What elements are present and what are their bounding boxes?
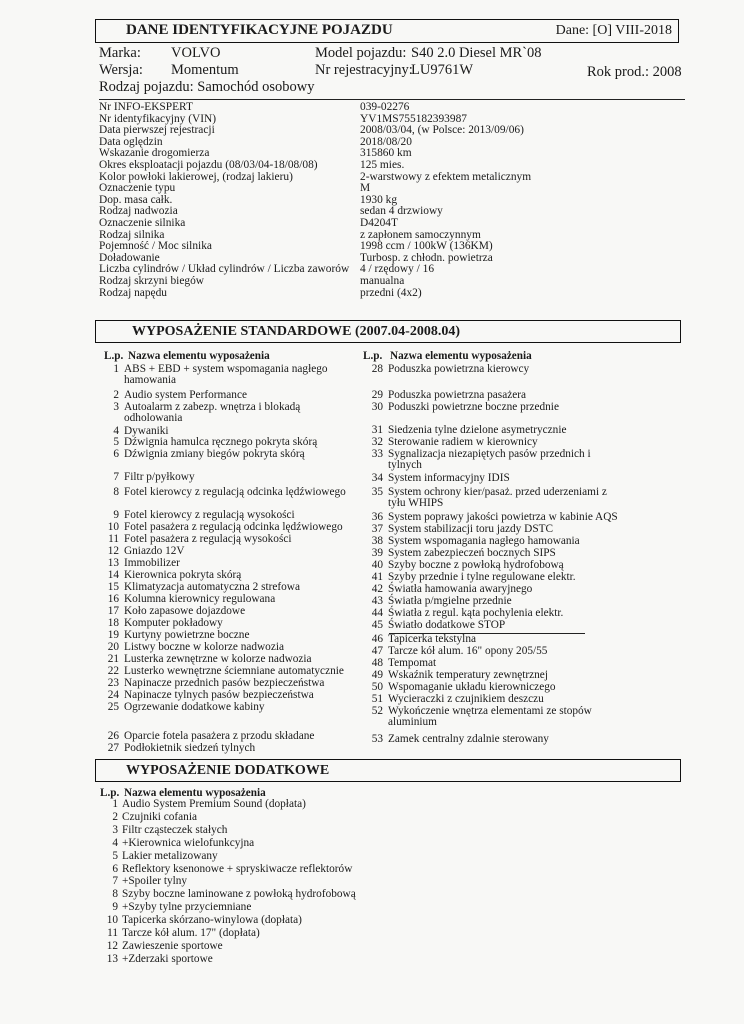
item-name: +Zderzaki sportowe — [122, 952, 213, 965]
item-name: Kolumna kierownicy regulowana — [124, 593, 276, 605]
item-number: 32 — [371, 436, 383, 448]
item-number: 38 — [371, 535, 383, 547]
item-number: 40 — [371, 559, 383, 571]
detail-value: 315860 km — [360, 147, 412, 160]
item-number: 51 — [371, 693, 383, 705]
detail-label: Kolor powłoki lakierowej, (rodzaj lakieru) — [99, 170, 293, 183]
item-number: 5 — [112, 849, 118, 862]
detail-label: Wskazanie drogomierza — [99, 147, 210, 160]
detail-value: 125 mies. — [360, 159, 405, 171]
detail-value: D4204T — [360, 217, 398, 229]
item-number: 19 — [107, 629, 119, 641]
item-name: +Spoiler tylny — [122, 875, 188, 888]
detail-value: 2018/08/20 — [360, 135, 412, 148]
item-number: 11 — [108, 533, 119, 545]
detail-value: 2008/03/04, (w Polsce: 2013/09/06) — [360, 124, 524, 137]
detail-label: Rodzaj skrzyni biegów — [99, 275, 205, 287]
item-number: 10 — [107, 521, 119, 533]
detail-value: 2-warstwowy z efektem metalicznym — [360, 170, 532, 183]
item-number: 8 — [113, 486, 119, 498]
item-number: 9 — [113, 509, 119, 521]
item-number: 12 — [107, 545, 119, 557]
detail-label: Pojemność / Moc silnika — [99, 240, 212, 253]
col-lp: L.p. — [100, 787, 120, 799]
item-number: 35 — [371, 486, 383, 498]
item-number: 15 — [107, 581, 119, 593]
item-number: 6 — [113, 448, 119, 460]
item-name: Lakier metalizowany — [122, 849, 218, 862]
item-name: Poduszka powietrzna pasażera — [388, 389, 527, 401]
item-number: 16 — [107, 593, 119, 605]
item-name: Listwy boczne w kolorze nadwozia — [124, 641, 284, 653]
item-number: 13 — [107, 557, 119, 569]
item-number: 37 — [371, 523, 383, 535]
item-name: Szyby przednie i tylne regulowane elektr. — [388, 571, 576, 583]
item-name: +Szyby tylne przyciemniane — [122, 901, 252, 914]
marka-label: Marka: — [99, 45, 141, 61]
detail-value: 039-02276 — [360, 101, 410, 113]
item-number: 12 — [106, 939, 118, 952]
item-number: 24 — [107, 689, 119, 701]
detail-label: Oznaczenie typu — [99, 182, 176, 195]
item-name: Kurtyny powietrzne boczne — [124, 629, 250, 641]
item-name: System zabezpieczeń bocznych SIPS — [388, 547, 556, 559]
item-number: 20 — [107, 641, 119, 653]
item-name: Podłokietnik siedzeń tylnych — [124, 742, 256, 754]
item-name: System stabilizacji toru jazdy DSTC — [388, 523, 554, 535]
item-number: 2 — [113, 389, 119, 401]
item-name: Tarcze kół alum. 16" opony 205/55 — [388, 645, 548, 657]
item-name: Audio System Premium Sound (dopłata) — [122, 798, 306, 810]
item-name: Zamek centralny zdalnie sterowany — [388, 733, 549, 745]
item-name: Fotel kierowcy z regulacją wysokości — [124, 509, 295, 521]
item-name: System wspomagania nagłego hamowania — [388, 535, 580, 547]
detail-label: Data oględzin — [99, 135, 163, 148]
item-name: Poduszki powietrzne boczne przednie — [388, 401, 559, 413]
standard-equipment-title: WYPOSAŻENIE STANDARDOWE (2007.04-2008.04) — [132, 324, 460, 339]
item-number: 7 — [112, 875, 118, 888]
detail-label: Rodzaj nadwozia — [99, 205, 178, 218]
detail-value: Turbosp. z chłodn. powietrza — [360, 251, 493, 264]
additional-equipment-title: WYPOSAŻENIE DODATKOWE — [126, 763, 330, 778]
item-name: Szyby boczne z powłoką hydrofobową — [388, 559, 564, 571]
item-number: 50 — [371, 681, 383, 693]
col-name: Nazwa elementu wyposażenia — [128, 350, 270, 362]
item-number: 1 — [113, 363, 119, 375]
document-title: DANE IDENTYFIKACYJNE POJAZDU — [126, 22, 393, 38]
item-number: 21 — [107, 653, 119, 665]
wersja-value: Momentum — [171, 62, 239, 78]
item-number: 7 — [113, 471, 119, 483]
item-name: Światła p/mgielne przednie — [388, 595, 512, 607]
item-number: 47 — [371, 645, 383, 657]
detail-value: 1998 ccm / 100kW (136KM) — [360, 240, 493, 253]
item-number: 3 — [113, 401, 119, 413]
item-name: ABS + EBD + system wspomagania nagłego hamowania — [124, 363, 328, 387]
item-number: 3 — [112, 823, 118, 836]
item-name: System poprawy jakości powietrza w kabinie AQS — [388, 511, 618, 523]
item-name: Immobilizer — [124, 557, 180, 569]
detail-label: Rodzaj silnika — [99, 228, 165, 241]
item-number: 9 — [112, 901, 118, 914]
col-lp: L.p. — [104, 350, 124, 362]
item-number: 4 — [113, 425, 119, 437]
item-name: Oparcie fotela pasażera z przodu składane — [124, 730, 315, 742]
wersja-label: Wersja: — [99, 62, 143, 78]
item-number: 25 — [107, 701, 119, 713]
item-number: 36 — [371, 511, 383, 523]
item-number: 10 — [106, 914, 118, 927]
col-lp: L.p. — [363, 350, 383, 362]
detail-label: Rodzaj napędu — [99, 286, 168, 299]
item-name: Dźwignia hamulca ręcznego pokryta skórą — [124, 436, 318, 448]
item-name: Dźwignia zmiany biegów pokryta skórą — [124, 448, 305, 460]
item-name: Tapicerka skórzano-winylowa (dopłata) — [122, 914, 302, 927]
item-number: 33 — [371, 448, 383, 460]
item-name: Sygnalizacja niezapiętych pasów przednich i tylnych — [388, 448, 591, 472]
item-name: Koło zapasowe dojazdowe — [124, 605, 246, 617]
item-number: 27 — [107, 742, 119, 754]
item-name: Wskaźnik temperatury zewnętrznej — [388, 669, 548, 681]
nrrej-label: Nr rejestracyjny: — [315, 62, 413, 78]
item-name: Fotel pasażera z regulacją odcinka lędźwiowego — [124, 521, 343, 533]
detail-label: Oznaczenie silnika — [99, 217, 186, 229]
item-name: Komputer pokładowy — [124, 617, 223, 629]
detail-label: Okres eksploatacji pojazdu (08/03/04-18/08/08) — [99, 159, 318, 171]
item-name: Fotel kierowcy z regulacją odcinka lędźwiowego — [124, 486, 346, 498]
item-number: 44 — [371, 607, 383, 619]
item-number: 26 — [107, 730, 119, 742]
detail-label: Dop. masa całk. — [99, 193, 173, 206]
item-name: Filtr cząsteczek stałych — [122, 823, 228, 836]
item-number: 6 — [112, 862, 118, 875]
item-name: Szyby boczne laminowane z powłoką hydrofobową — [122, 888, 356, 901]
item-name: Wspomaganie układu kierowniczego — [388, 681, 556, 693]
item-number: 4 — [112, 836, 118, 849]
item-number: 42 — [371, 583, 383, 595]
item-number: 31 — [371, 424, 383, 436]
item-number: 5 — [113, 436, 119, 448]
detail-value: M — [360, 182, 371, 195]
item-name: Światło dodatkowe STOP — [388, 619, 506, 631]
divider — [99, 99, 685, 100]
item-name: Napinacze przednich pasów bezpieczeństwa — [124, 677, 325, 689]
vehicle-type: Rodzaj pojazdu: Samochód osobowy — [99, 79, 315, 95]
item-name: Sterowanie radiem w kierownicy — [388, 436, 538, 448]
item-name: Audio system Performance — [124, 389, 247, 401]
item-name: +Kierownica wielofunkcyjna — [122, 836, 255, 849]
item-name: Gniazdo 12V — [124, 545, 185, 557]
item-name: Tapicerka tekstylna — [388, 633, 476, 645]
detail-label: Nr INFO-EKSPERT — [99, 101, 193, 113]
item-name: Tempomat — [388, 657, 437, 669]
item-number: 14 — [107, 569, 119, 581]
item-number: 1 — [112, 798, 118, 810]
item-name: Wykończenie wnętrza elementami ze stopów aluminium — [388, 705, 592, 729]
item-name: Reflektory ksenonowe + spryskiwacze reflektorów — [122, 862, 353, 875]
item-name: Dywaniki — [124, 425, 169, 437]
detail-label: Doładowanie — [99, 251, 160, 264]
item-name: Napinacze tylnych pasów bezpieczeństwa — [124, 689, 314, 701]
model-value: S40 2.0 Diesel MR`08 — [411, 45, 542, 61]
item-number: 28 — [371, 363, 383, 375]
detail-label: Liczba cylindrów / Układ cylindrów / Liczba zaworów — [99, 263, 350, 276]
item-number: 39 — [371, 547, 383, 559]
underline — [389, 633, 585, 634]
item-name: Lusterko wewnętrzne ściemniane automatycznie — [124, 665, 344, 677]
item-name: Światła z regul. kąta pochylenia elektr. — [388, 607, 564, 619]
standard-equipment-header — [95, 320, 681, 343]
detail-value: 1930 kg — [360, 193, 398, 206]
item-number: 23 — [107, 677, 119, 689]
col-name: Nazwa elementu wyposażenia — [124, 787, 266, 799]
item-number: 43 — [371, 595, 383, 607]
item-number: 30 — [371, 401, 383, 413]
col-name: Nazwa elementu wyposażenia — [390, 350, 532, 362]
item-name: Filtr p/pyłkowy — [124, 471, 195, 483]
item-number: 17 — [107, 605, 119, 617]
item-number: 46 — [371, 633, 383, 645]
item-number: 49 — [371, 669, 383, 681]
production-year: Rok prod.: 2008 — [587, 64, 682, 80]
item-number: 34 — [371, 472, 383, 484]
item-name: Klimatyzacja automatyczna 2 strefowa — [124, 581, 300, 593]
detail-value: przedni (4x2) — [360, 286, 422, 299]
detail-value: 4 / rzędowy / 16 — [360, 263, 435, 276]
item-name: Kierownica pokryta skórą — [124, 569, 242, 581]
item-name: Fotel pasażera z regulacją wysokości — [124, 533, 292, 545]
additional-equipment-header — [95, 759, 681, 782]
item-number: 48 — [371, 657, 383, 669]
item-number: 2 — [112, 810, 118, 823]
item-number: 18 — [107, 617, 119, 629]
item-name: Poduszka powietrzna kierowcy — [388, 363, 530, 375]
item-number: 11 — [107, 927, 118, 939]
detail-value: sedan 4 drzwiowy — [360, 205, 443, 218]
item-number: 45 — [371, 619, 383, 631]
item-name: Czujniki cofania — [122, 810, 197, 823]
item-name: Zawieszenie sportowe — [122, 939, 223, 952]
detail-label: Data pierwszej rejestracji — [99, 124, 215, 137]
marka-value: VOLVO — [171, 45, 221, 61]
item-number: 8 — [112, 888, 118, 901]
item-name: Wycieraczki z czujnikiem deszczu — [388, 693, 544, 705]
item-name: Siedzenia tylne dzielone asymetrycznie — [388, 424, 567, 436]
item-name: System informacyjny IDIS — [388, 472, 510, 484]
detail-value: YV1MS755182393987 — [360, 112, 467, 125]
item-name: Ogrzewanie dodatkowe kabiny — [124, 701, 265, 713]
item-number: 53 — [371, 733, 383, 745]
document-header — [95, 19, 679, 43]
data-date: Dane: [O] VIII-2018 — [555, 23, 672, 38]
item-number: 29 — [371, 389, 383, 401]
detail-value: manualna — [360, 275, 405, 287]
item-number: 41 — [371, 571, 383, 583]
detail-value: z zapłonem samoczynnym — [360, 228, 481, 241]
item-name: Tarcze kół alum. 17" (dopłata) — [122, 927, 260, 939]
item-name: Autoalarm z zabezp. wnętrza i blokadą odholowania — [124, 401, 301, 425]
item-name: System ochrony kier/pasaż. przed uderzeniami z tyłu WHIPS — [388, 486, 607, 510]
detail-label: Nr identyfikacyjny (VIN) — [99, 112, 217, 125]
item-number: 22 — [107, 665, 119, 677]
item-name: Lusterka zewnętrzne w kolorze nadwozia — [124, 653, 312, 665]
model-label: Model pojazdu: — [315, 45, 407, 61]
item-number: 13 — [106, 952, 118, 965]
item-name: Światła hamowania awaryjnego — [388, 583, 533, 595]
item-number: 52 — [371, 705, 383, 717]
nrrej-value: LU9761W — [411, 62, 474, 78]
